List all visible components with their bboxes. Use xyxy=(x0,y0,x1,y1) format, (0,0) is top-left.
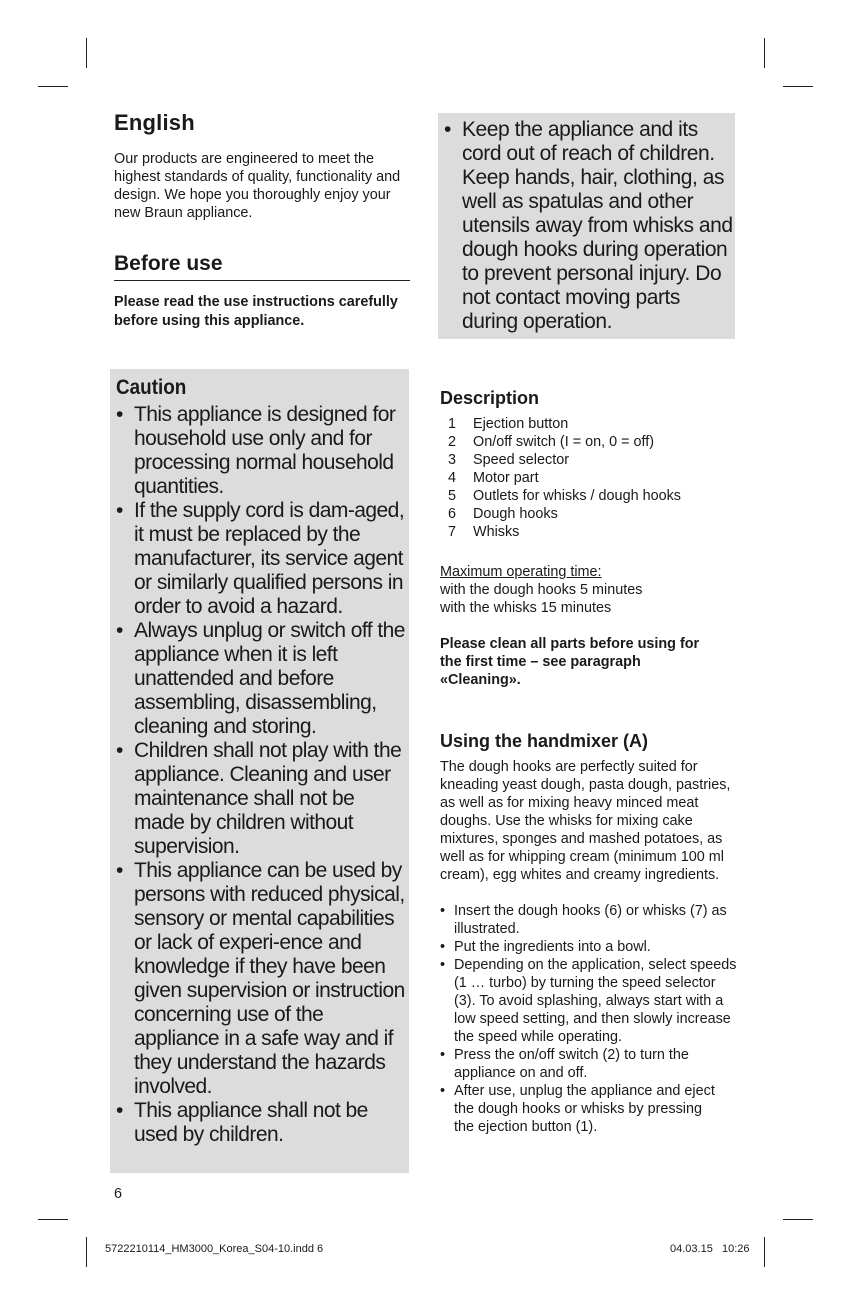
caution-item: • Always unplug or switch off the appliance when it is left unattended and before assembling, disassembling, cleaning and storing. xyxy=(116,619,405,739)
slug-file: 5722210114_HM3000_Korea_S04-10.indd 6 xyxy=(105,1243,324,1255)
before-use-heading: Before use xyxy=(114,252,410,281)
caution-item: • Children shall not play with the appliance. Cleaning and user maintenance shall not be made by children without supervision. xyxy=(116,739,405,859)
before-use-text: Please read the use instructions carefully before using this appliance. xyxy=(114,294,398,329)
max-time-line: with the dough hooks 5 minutes xyxy=(440,582,643,598)
caution-item: • This appliance is designed for household use only and for processing normal household quantities. xyxy=(116,403,405,499)
part-number: 6 xyxy=(448,506,457,522)
part-number: 1 xyxy=(448,416,457,432)
part-item xyxy=(440,451,745,469)
using-heading: Using the handmixer (A) xyxy=(440,731,649,751)
page-number: 6 xyxy=(114,1186,123,1202)
part-label: Ejection button xyxy=(473,416,569,432)
part-number: 7 xyxy=(448,524,457,540)
caution-title: Caution xyxy=(116,376,187,399)
using-step: • Depending on the application, select speeds (1 … turbo) by turning the speed selector (3). To avoid splashing, always start with a low speed setting, and then slowly increase the speed while operating. xyxy=(440,956,745,1046)
caution-item: • This appliance can be used by persons with reduced physical, sensory or mental capabilities or lack of experi-ence and knowledge if they have been given supervision or instruction concerning use of the appliance in a safe way and if they understand the hazards involved. xyxy=(116,859,405,1099)
part-label: Whisks xyxy=(473,524,520,540)
crop-mark xyxy=(86,38,87,68)
part-label: Outlets for whisks / dough hooks xyxy=(473,488,681,504)
crop-mark xyxy=(783,86,813,87)
description-heading: Description xyxy=(440,388,540,408)
part-number: 5 xyxy=(448,488,457,504)
part-label: Motor part xyxy=(473,470,539,486)
language-heading: English xyxy=(114,110,195,135)
parts-list xyxy=(440,415,745,541)
caution-list xyxy=(116,403,405,1147)
crop-mark xyxy=(38,1219,68,1220)
using-step: • After use, unplug the appliance and eject the dough hooks or whisks by pressing the ejection button (1). xyxy=(440,1082,745,1136)
part-item xyxy=(440,487,745,505)
part-item xyxy=(440,469,745,487)
clean-note: Please clean all parts before using for the first time – see paragraph «Cleaning». xyxy=(440,636,700,688)
warning-list xyxy=(444,118,733,334)
left-column xyxy=(114,110,410,331)
crop-mark xyxy=(38,86,68,87)
part-item xyxy=(440,433,745,451)
crop-mark xyxy=(86,1237,87,1267)
crop-mark xyxy=(783,1219,813,1220)
using-step: • Insert the dough hooks (6) or whisks (7) as illustrated. xyxy=(440,902,745,938)
using-step: • Press the on/off switch (2) to turn the appliance on and off. xyxy=(440,1046,745,1082)
using-step: • Put the ingredients into a bowl. xyxy=(440,938,745,956)
max-time-label: Maximum operating time: xyxy=(440,564,602,580)
warning-box xyxy=(438,113,735,339)
part-item xyxy=(440,523,745,541)
part-number: 4 xyxy=(448,470,457,486)
using-steps xyxy=(440,902,745,1136)
warning-item: • Keep the appliance and its cord out of reach of children. Keep hands, hair, clothing, as well as spatulas and other utensils away from whisks and dough hooks during operation to prevent personal injury. Do not contact moving parts during operation. xyxy=(444,118,733,334)
max-time-line: with the whisks 15 minutes xyxy=(440,600,612,616)
part-item xyxy=(440,505,745,523)
right-column xyxy=(440,388,745,1136)
part-item xyxy=(440,415,745,433)
slug-date: 04.03.15 10:26 xyxy=(670,1243,750,1255)
intro-text: Our products are engineered to meet the highest standards of quality, functionality and design. We hope you thoroughly enjoy your new Braun appliance. xyxy=(114,151,401,221)
caution-item: • This appliance shall not be used by children. xyxy=(116,1099,405,1147)
caution-box xyxy=(110,369,409,1173)
part-number: 2 xyxy=(448,434,457,450)
part-number: 3 xyxy=(448,452,457,468)
crop-mark xyxy=(764,38,765,68)
part-label: Dough hooks xyxy=(473,506,558,522)
crop-mark xyxy=(764,1237,765,1267)
part-label: On/off switch (I = on, 0 = off) xyxy=(473,434,655,450)
part-label: Speed selector xyxy=(473,452,569,468)
using-intro: The dough hooks are perfectly suited for kneading yeast dough, pasta dough, pastries, as well as for mixing heavy minced meat doughs. Use the whisks for mixing cake mixtures, sponges and mashed potatoes, as well as for whipping cream (minimum 100 ml cream), egg whites and creamy ingredients. xyxy=(440,759,731,883)
caution-item: • If the supply cord is dam-aged, it must be replaced by the manufacturer, its service agent or similarly qualified persons in order to avoid a hazard. xyxy=(116,499,405,619)
